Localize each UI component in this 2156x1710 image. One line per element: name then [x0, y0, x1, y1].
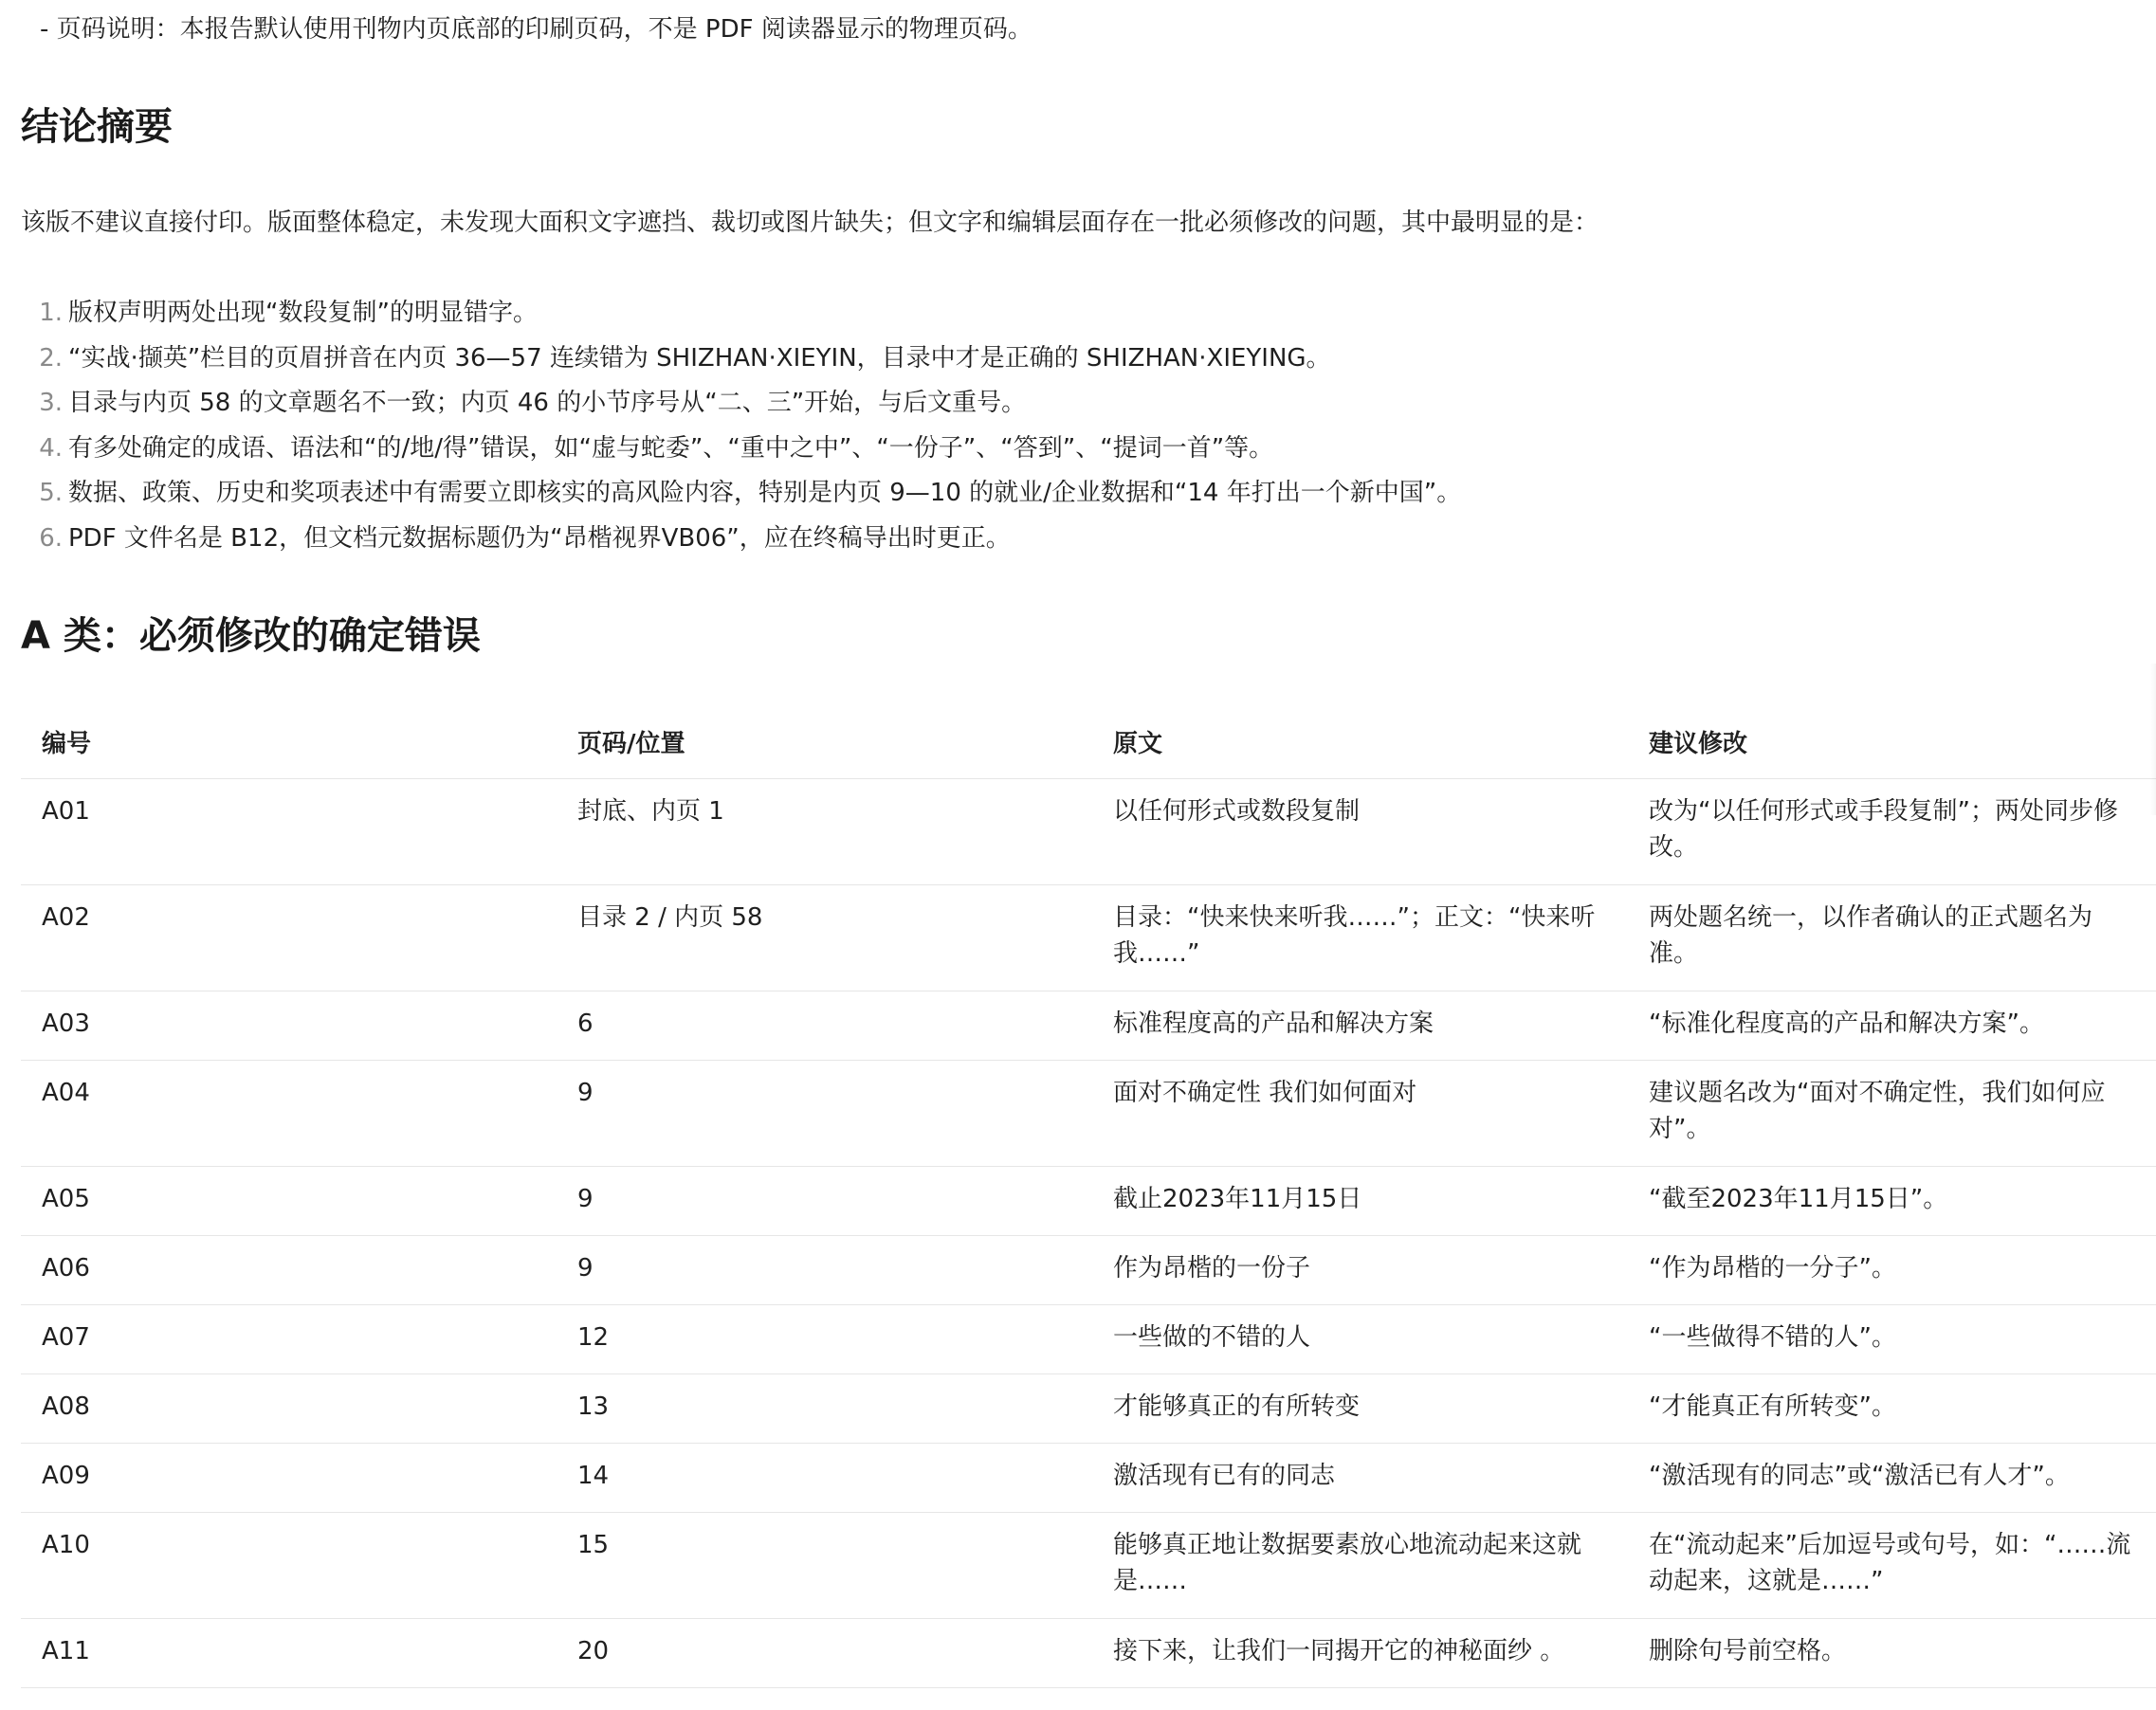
table-row — [21, 1236, 2156, 1305]
cell-id: A05 — [42, 1185, 90, 1213]
cell-suggestion: “激活现有的同志”或“激活已有人才”。 — [1649, 1462, 2070, 1490]
cell-suggestion: 删除句号前空格。 — [1649, 1637, 1847, 1665]
column-header-page: 页码/位置 — [577, 730, 685, 758]
table-row — [21, 1619, 2156, 1688]
list-item-number: 5. — [39, 479, 63, 508]
errors-table — [21, 714, 2156, 1688]
cell-page: 9 — [577, 1254, 594, 1282]
cell-id: A10 — [42, 1531, 90, 1559]
list-item — [21, 385, 1461, 430]
cell-original: 能够真正地让数据要素放心地流动起来这就是…… — [1113, 1531, 1582, 1595]
cell-id: A09 — [42, 1462, 90, 1490]
cell-suggestion: “截至2023年11月15日”。 — [1649, 1185, 1948, 1213]
list-item-text: “实战·撷英”栏目的页眉拼音在内页 36—57 连续错为 SHIZHAN·XIEYIN，目录中才是正确的 SHIZHAN·XIEYING。 — [68, 343, 1331, 373]
cell-id: A08 — [42, 1392, 90, 1421]
list-item-number: 4. — [39, 433, 63, 463]
table-row — [21, 1374, 2156, 1444]
table-row — [21, 1167, 2156, 1236]
list-item — [21, 475, 1461, 520]
cell-id: A02 — [42, 903, 90, 932]
cell-page: 9 — [577, 1185, 594, 1213]
table-row — [21, 779, 2156, 885]
cell-suggestion: 建议题名改为“面对不确定性，我们如何应对”。 — [1649, 1079, 2106, 1143]
cell-original: 截止2023年11月15日 — [1113, 1185, 1362, 1213]
cell-original: 目录：“快来快来听我……”；正文：“快来听我……” — [1113, 903, 1596, 968]
list-item — [21, 295, 1461, 340]
list-item-number: 2. — [39, 343, 63, 373]
cell-page: 14 — [577, 1462, 610, 1490]
cell-id: A01 — [42, 797, 90, 826]
cell-suggestion: “才能真正有所转变”。 — [1649, 1392, 1896, 1421]
cell-original: 以任何形式或数段复制 — [1113, 797, 1361, 826]
cell-suggestion: “作为昂楷的一分子”。 — [1649, 1254, 1896, 1282]
cell-id: A04 — [42, 1079, 90, 1107]
list-item-text: 版权声明两处出现“数段复制”的明显错字。 — [68, 299, 538, 327]
list-item — [21, 340, 1461, 386]
list-item — [21, 430, 1461, 476]
cell-suggestion: “一些做得不错的人”。 — [1649, 1323, 1896, 1352]
cell-original: 一些做的不错的人 — [1113, 1323, 1311, 1352]
cell-page: 12 — [577, 1323, 610, 1352]
cell-page: 目录 2 / 内页 58 — [577, 903, 763, 932]
category-a-heading: A 类：必须修改的确定错误 — [21, 614, 481, 658]
cell-id: A03 — [42, 1010, 90, 1038]
cell-original: 作为昂楷的一份子 — [1113, 1254, 1311, 1282]
cell-original: 接下来，让我们一同揭开它的神秘面纱 。 — [1113, 1637, 1565, 1665]
table-row — [21, 1444, 2156, 1513]
cell-id: A06 — [42, 1254, 90, 1282]
list-item-number: 1. — [39, 299, 63, 327]
cell-original: 面对不确定性 我们如何面对 — [1113, 1079, 1417, 1107]
cell-original: 标准程度高的产品和解决方案 — [1113, 1010, 1434, 1038]
list-item — [21, 520, 1461, 566]
list-item-text: PDF 文件名是 B12，但文档元数据标题仍为“昂楷视界VB06”，应在终稿导出时更正。 — [68, 523, 1011, 553]
table-row — [21, 885, 2156, 991]
cell-page: 6 — [577, 1010, 594, 1038]
cell-page: 9 — [577, 1079, 594, 1107]
list-item-text: 数据、政策、历史和奖项表述中有需要立即核实的高风险内容，特别是内页 9—10 的就业/企业数据和“14 年打出一个新中国”。 — [68, 479, 1462, 508]
cell-page: 封底、内页 1 — [577, 797, 724, 826]
cell-original: 才能够真正的有所转变 — [1113, 1392, 1361, 1421]
cell-original: 激活现有已有的同志 — [1113, 1462, 1336, 1490]
summary-findings-list — [21, 295, 1461, 566]
column-header-original: 原文 — [1113, 730, 1163, 758]
list-item-text: 目录与内页 58 的文章题名不一致；内页 46 的小节序号从“二、三”开始，与后文重号。 — [68, 389, 1027, 418]
list-item-text: 有多处确定的成语、语法和“的/地/得”错误，如“虚与蛇委”、“重中之中”、“一份子”、“答到”、“提词一首”等。 — [68, 433, 1274, 463]
table-row — [21, 1513, 2156, 1619]
table-row — [21, 1305, 2156, 1374]
cell-suggestion: 在“流动起来”后加逗号或句号，如：“……流动起来，这就是……” — [1649, 1531, 2131, 1595]
cell-id: A11 — [42, 1637, 90, 1665]
cell-page: 13 — [577, 1392, 610, 1421]
summary-heading: 结论摘要 — [21, 105, 173, 149]
cell-page: 15 — [577, 1531, 610, 1559]
table-header-row — [21, 714, 2156, 779]
cell-page: 20 — [577, 1637, 610, 1665]
cell-suggestion: 改为“以任何形式或手段复制”；两处同步修改。 — [1649, 797, 2118, 862]
table-row — [21, 1061, 2156, 1167]
column-header-id: 编号 — [42, 730, 92, 758]
list-item-number: 3. — [39, 389, 63, 418]
page-number-note: - 页码说明：本报告默认使用刊物内页底部的印刷页码，不是 PDF 阅读器显示的物理页码。 — [40, 15, 1032, 44]
list-item-number: 6. — [39, 523, 63, 553]
column-header-suggestion: 建议修改 — [1649, 730, 1748, 758]
table-row — [21, 991, 2156, 1061]
summary-intro: 该版不建议直接付印。版面整体稳定，未发现大面积文字遮挡、裁切或图片缺失；但文字和编辑层面存在一批必须修改的问题，其中最明显的是： — [21, 209, 1599, 237]
scroll-edge-shadow — [2150, 664, 2156, 815]
cell-suggestion: 两处题名统一，以作者确认的正式题名为准。 — [1649, 903, 2093, 968]
cell-suggestion: “标准化程度高的产品和解决方案”。 — [1649, 1010, 2044, 1038]
cell-id: A07 — [42, 1323, 90, 1352]
